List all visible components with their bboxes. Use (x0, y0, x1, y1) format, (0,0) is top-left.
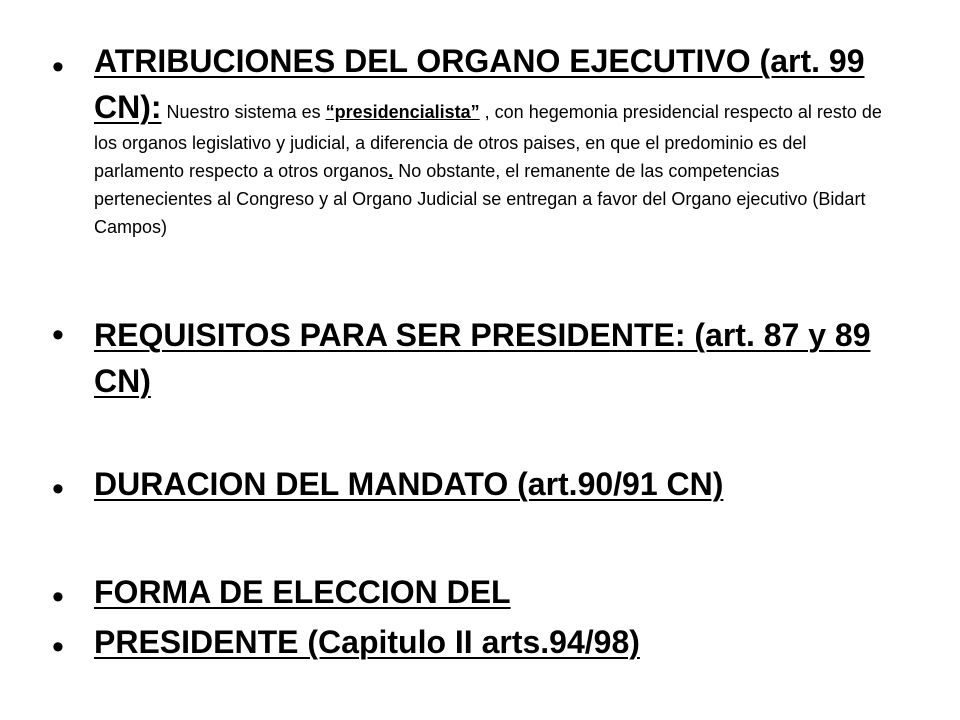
bullet-icon: • (52, 316, 64, 354)
bullet-icon: • (52, 48, 64, 86)
bullet-text (94, 38, 898, 242)
forma-eleccion-heading: FORMA DE ELECCION DEL (94, 574, 511, 610)
atribuciones-period: . (388, 161, 394, 181)
atribuciones-text-a: Nuestro sistema es (161, 102, 326, 122)
atribuciones-text-c: No obstante, el remanente de las competencias pertenecientes al Congreso y al Organo Judicial se entregan a favor del Organo ejecutivo (Bidart Campos) (94, 161, 866, 237)
bullet-icon: • (52, 578, 64, 616)
bullet-icon: • (52, 470, 64, 508)
requisitos-heading: REQUISITOS PARA SER PRESIDENTE: (art. 87 y 89 CN) (94, 317, 871, 399)
atribuciones-heading: ATRIBUCIONES DEL ORGANO EJECUTIVO (art. 99 CN): (94, 43, 865, 125)
presidencialista-emphasis: “presidencialista” (325, 102, 480, 122)
duracion-heading: DURACION DEL MANDATO (art.90/91 CN) (94, 466, 724, 502)
bullet-icon: • (52, 628, 64, 666)
presidente-heading: PRESIDENTE (Capitulo II arts.94/98) (94, 624, 640, 660)
atribuciones-text-b: , con hegemonia presidencial respecto al resto de los organos legislativo y judicial, a diferencia de otros paises, en que el predominio es del parlamento respecto a otros organos (94, 102, 882, 181)
